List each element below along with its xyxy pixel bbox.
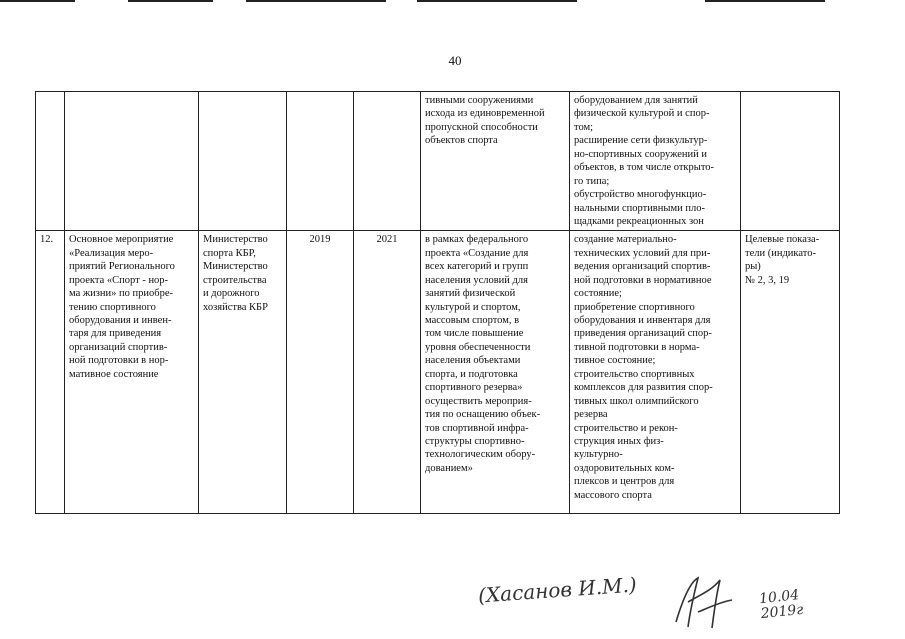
signature-date: 10.04 2019г xyxy=(758,587,805,623)
row-number-cell: 12. xyxy=(36,231,65,514)
page-number: 40 xyxy=(448,53,462,68)
header-rule xyxy=(128,0,213,2)
directions-cell: оборудованием для занятий физической культурой и спор- том; расширение сети физкультур- но-спортивных сооружений и объектов, в том числе открыто- го типа; обустройство многофункцио- нальными спортивными пло- щадками рекреационных зон xyxy=(570,92,741,231)
header-rule xyxy=(0,0,75,2)
end-year-cell xyxy=(354,92,421,231)
executor-cell: Министерство спорта КБР, Министерство строительства и дорожного хозяйства КБР xyxy=(199,231,287,514)
row-number-cell xyxy=(36,92,65,231)
start-year-cell xyxy=(287,92,354,231)
expected-result-cell: тивными сооружениями исхода из единовременной пропускной способности объектов спорта xyxy=(421,92,570,231)
event-cell: Основное мероприятие «Реализация меро- приятий Регионального проекта «Спорт - нор- ма жизни» по приобре- тению спортивного оборудования и инвен- таря для приведения организаций спортив- ной подготовки в нор- мативное состояние xyxy=(65,231,199,514)
header-rule xyxy=(705,0,825,2)
header-rule xyxy=(417,0,577,2)
indicators-cell: Целевые показа- тели (индикато- ры) № 2, 3, 19 xyxy=(741,231,840,514)
signature-scribble xyxy=(668,572,738,632)
start-year-cell: 2019 xyxy=(287,231,354,514)
event-cell xyxy=(65,92,199,231)
end-year-cell: 2021 xyxy=(354,231,421,514)
table-row xyxy=(36,231,840,514)
indicators-cell xyxy=(741,92,840,231)
executor-cell xyxy=(199,92,287,231)
expected-result-cell: в рамках федерального проекта «Создание для всех категорий и групп населения условий для занятий физической культурой и спортом, массовым спортом, в том числе повышение уровня обеспеченности населения объектами спорта, и подготовка спортивного резерва» осуществить мероприя- тия по оснащению объек- тов спортивной инфра- структуры спортивно- технологическим обору- дованием» xyxy=(421,231,570,514)
directions-cell: создание материально- технических условий для при- ведения организаций спортив- ной подготовки в нормативное состояние; приобретение спортивного оборудования и инвентаря для приведения организаций спор- тивной подготовки в норма- тивное состояние; строительство спортивных комплексов для развития спор- тивных школ олимпийского резерва строительство и рекон- струкция иных физ- культурно- оздоровительных ком- плексов и центров для массового спорта xyxy=(570,231,741,514)
program-table xyxy=(35,91,840,514)
signature-name: (Хасанов И.М.) xyxy=(477,572,638,608)
table-row xyxy=(36,92,840,231)
header-rule xyxy=(246,0,386,2)
